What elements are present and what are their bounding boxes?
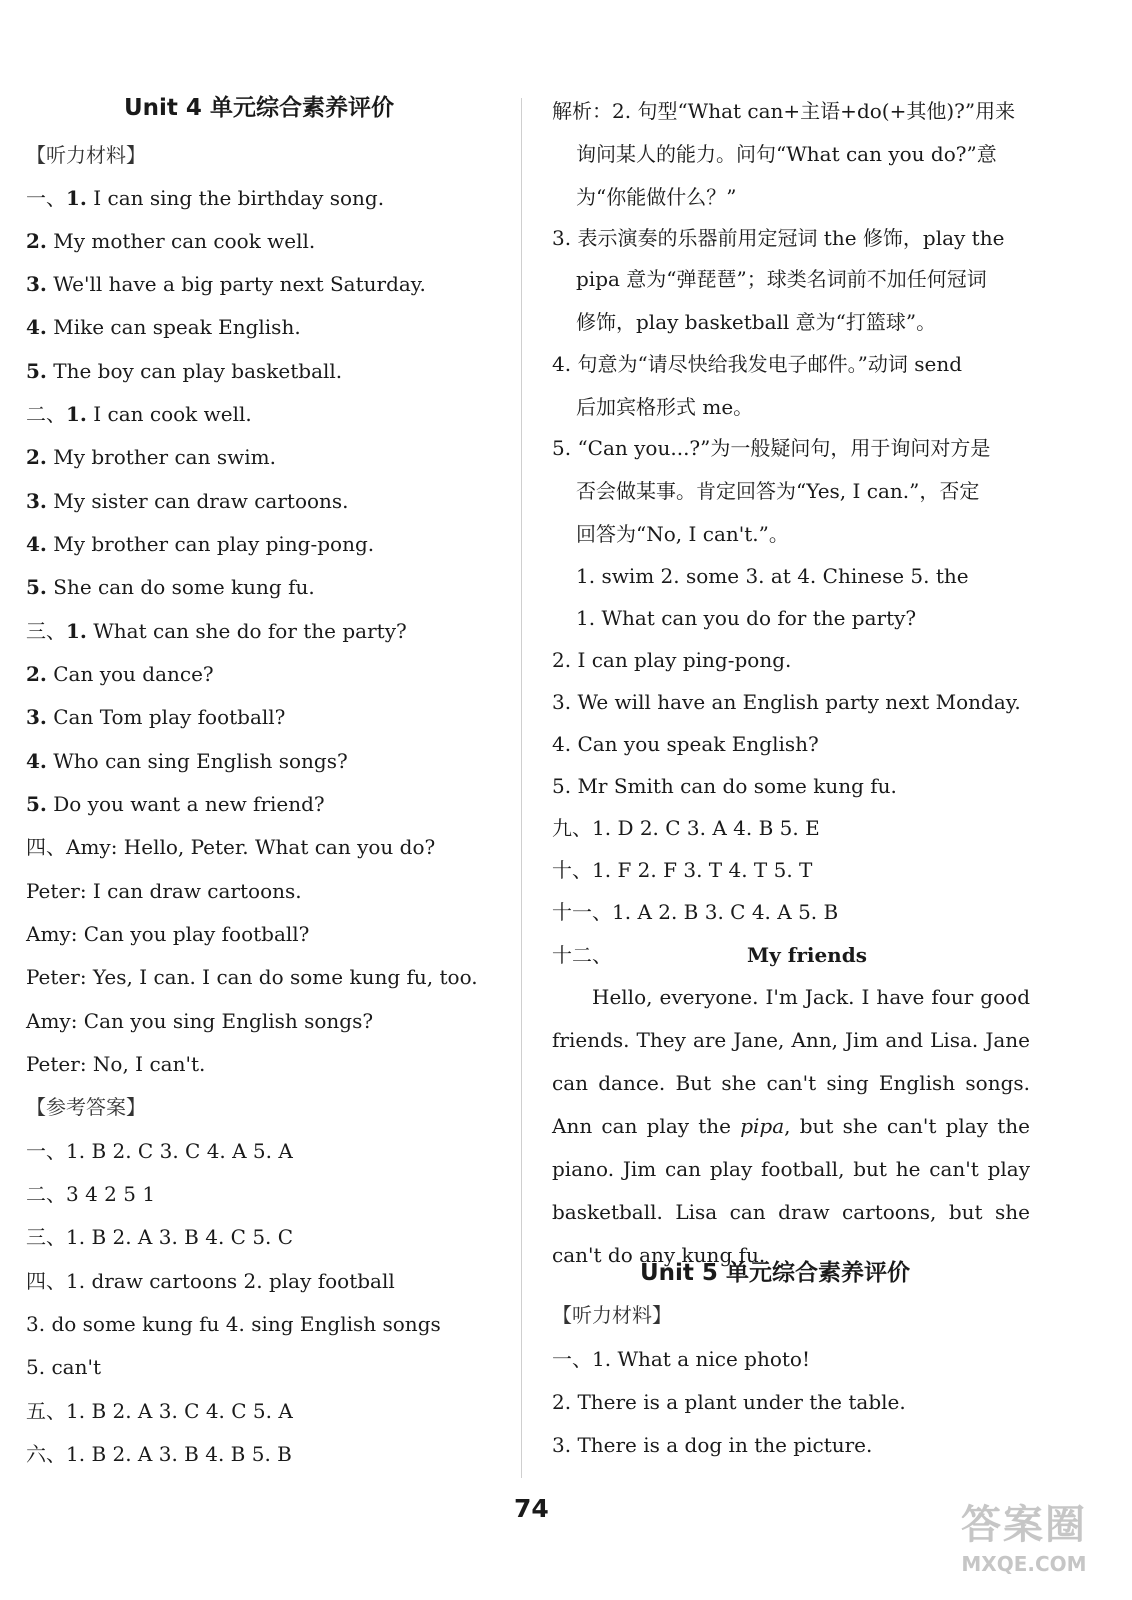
watermark xyxy=(934,1500,1114,1592)
dialogue-line: Peter: No, I can't. xyxy=(26,1052,206,1076)
listening-line: 一、1. I can sing the birthday song. xyxy=(26,186,385,210)
explanation-line: pipa 意为“弹琵琶”；球类名词前不加任何冠词 xyxy=(576,267,987,291)
essay-title: My friends xyxy=(747,943,867,967)
listening-line: 2. My mother can cook well. xyxy=(26,229,316,253)
dialogue-line: Peter: Yes, I can. I can do some kung fu, too. xyxy=(26,965,478,989)
answer-line: 六、1. B 2. A 3. B 4. B 5. B xyxy=(26,1442,292,1466)
listening-line: 5. The boy can play basketball. xyxy=(26,359,343,383)
explanation-line: 解析：2. 句型“What can+主语+do(+其他)?”用来 xyxy=(552,99,1016,123)
answer-line: 一、1. B 2. C 3. C 4. A 5. A xyxy=(26,1139,293,1163)
explanation-line: 为“你能做什么？” xyxy=(576,185,737,209)
listening-line: 3. There is a dog in the picture. xyxy=(552,1433,873,1457)
watermark-logo: 答案圈 xyxy=(961,1502,1087,1548)
listening-header-2: 【听力材料】 xyxy=(552,1303,672,1327)
answers-header: 【参考答案】 xyxy=(26,1095,146,1119)
answer-line: 2. I can play ping-pong. xyxy=(552,648,792,672)
listening-line: 2. Can you dance? xyxy=(26,662,214,686)
explanation-line: 4. 句意为“请尽快给我发电子邮件。”动词 send xyxy=(552,352,963,376)
answer-line: 5. can't xyxy=(26,1355,101,1379)
listening-line: 2. There is a plant under the table. xyxy=(552,1390,906,1414)
answer-line: 1. swim 2. some 3. at 4. Chinese 5. the xyxy=(576,564,969,588)
listening-line: 3. My sister can draw cartoons. xyxy=(26,489,349,513)
explanation-line: 3. 表示演奏的乐器前用定冠词 the 修饰，play the xyxy=(552,226,1005,250)
essay-paragraph: Hello, everyone. I'm Jack. I have four good friends. They are Jane, Ann, Jim and Lisa. Jane can dance. But she can't sing English songs. Ann can play the pipa, but she can't play the piano. Jim can play football, but he can't play basketball. Lisa can draw cartoons, but she can't do any kung fu. xyxy=(552,985,1030,1267)
listening-line: 4. Who can sing English songs? xyxy=(26,749,348,773)
listening-line: 一、1. What a nice photo! xyxy=(552,1347,810,1371)
explanation-line: 否会做某事。肯定回答为“Yes, I can.”，否定 xyxy=(576,479,980,503)
explanation-line: 询问某人的能力。问句“What can you do?”意 xyxy=(576,142,997,166)
dialogue-line: Amy: Can you sing English songs? xyxy=(26,1009,374,1033)
watermark-url: MXQE.COM xyxy=(961,1552,1087,1576)
answer-line: 5. Mr Smith can do some kung fu. xyxy=(552,774,897,798)
listening-line: 3. We'll have a big party next Saturday. xyxy=(26,272,426,296)
answer-line: 五、1. B 2. A 3. C 4. C 5. A xyxy=(26,1399,293,1423)
listening-line: 2. My brother can swim. xyxy=(26,445,276,469)
answer-line: 三、1. B 2. A 3. B 4. C 5. C xyxy=(26,1225,294,1249)
answer-line: 3. do some kung fu 4. sing English songs xyxy=(26,1312,441,1336)
unit4-title: Unit 4 单元综合素养评价 xyxy=(124,95,394,121)
answer-line: 十二、 xyxy=(552,943,612,967)
listening-header: 【听力材料】 xyxy=(26,143,146,167)
column-divider xyxy=(521,98,522,1478)
listening-line: 5. Do you want a new friend? xyxy=(26,792,325,816)
listening-line: 4. My brother can play ping-pong. xyxy=(26,532,375,556)
explanation-line: 后加宾格形式 me。 xyxy=(576,395,754,419)
listening-line: 三、1. What can she do for the party? xyxy=(26,619,407,643)
answer-line: 1. What can you do for the party? xyxy=(576,606,917,630)
listening-line: 4. Mike can speak English. xyxy=(26,315,301,339)
answer-line: 九、1. D 2. C 3. A 4. B 5. E xyxy=(552,816,820,840)
dialogue-line: Amy: Can you play football? xyxy=(26,922,310,946)
answer-line: 十一、1. A 2. B 3. C 4. A 5. B xyxy=(552,900,839,924)
answer-line: 4. Can you speak English? xyxy=(552,732,819,756)
dialogue-line: Peter: I can draw cartoons. xyxy=(26,879,302,903)
answer-line: 二、3 4 2 5 1 xyxy=(26,1182,156,1206)
explanation-line: 回答为“No, I can't.”。 xyxy=(576,522,789,546)
explanation-line: 5. “Can you...?”为一般疑问句，用于询问对方是 xyxy=(552,436,991,460)
listening-line: 二、1. I can cook well. xyxy=(26,402,252,426)
explanation-line: 修饰，play basketball 意为“打篮球”。 xyxy=(576,310,937,334)
answer-line: 四、1. draw cartoons 2. play football xyxy=(26,1269,395,1293)
listening-line: 5. She can do some kung fu. xyxy=(26,575,315,599)
unit5-title: Unit 5 单元综合素养评价 xyxy=(640,1260,910,1286)
answer-line: 十、1. F 2. F 3. T 4. T 5. T xyxy=(552,858,813,882)
listening-line: 3. Can Tom play football? xyxy=(26,705,286,729)
dialogue-line: 四、Amy: Hello, Peter. What can you do? xyxy=(26,835,436,859)
answer-line: 3. We will have an English party next Monday. xyxy=(552,690,1021,714)
page-number: 74 xyxy=(514,1494,549,1523)
